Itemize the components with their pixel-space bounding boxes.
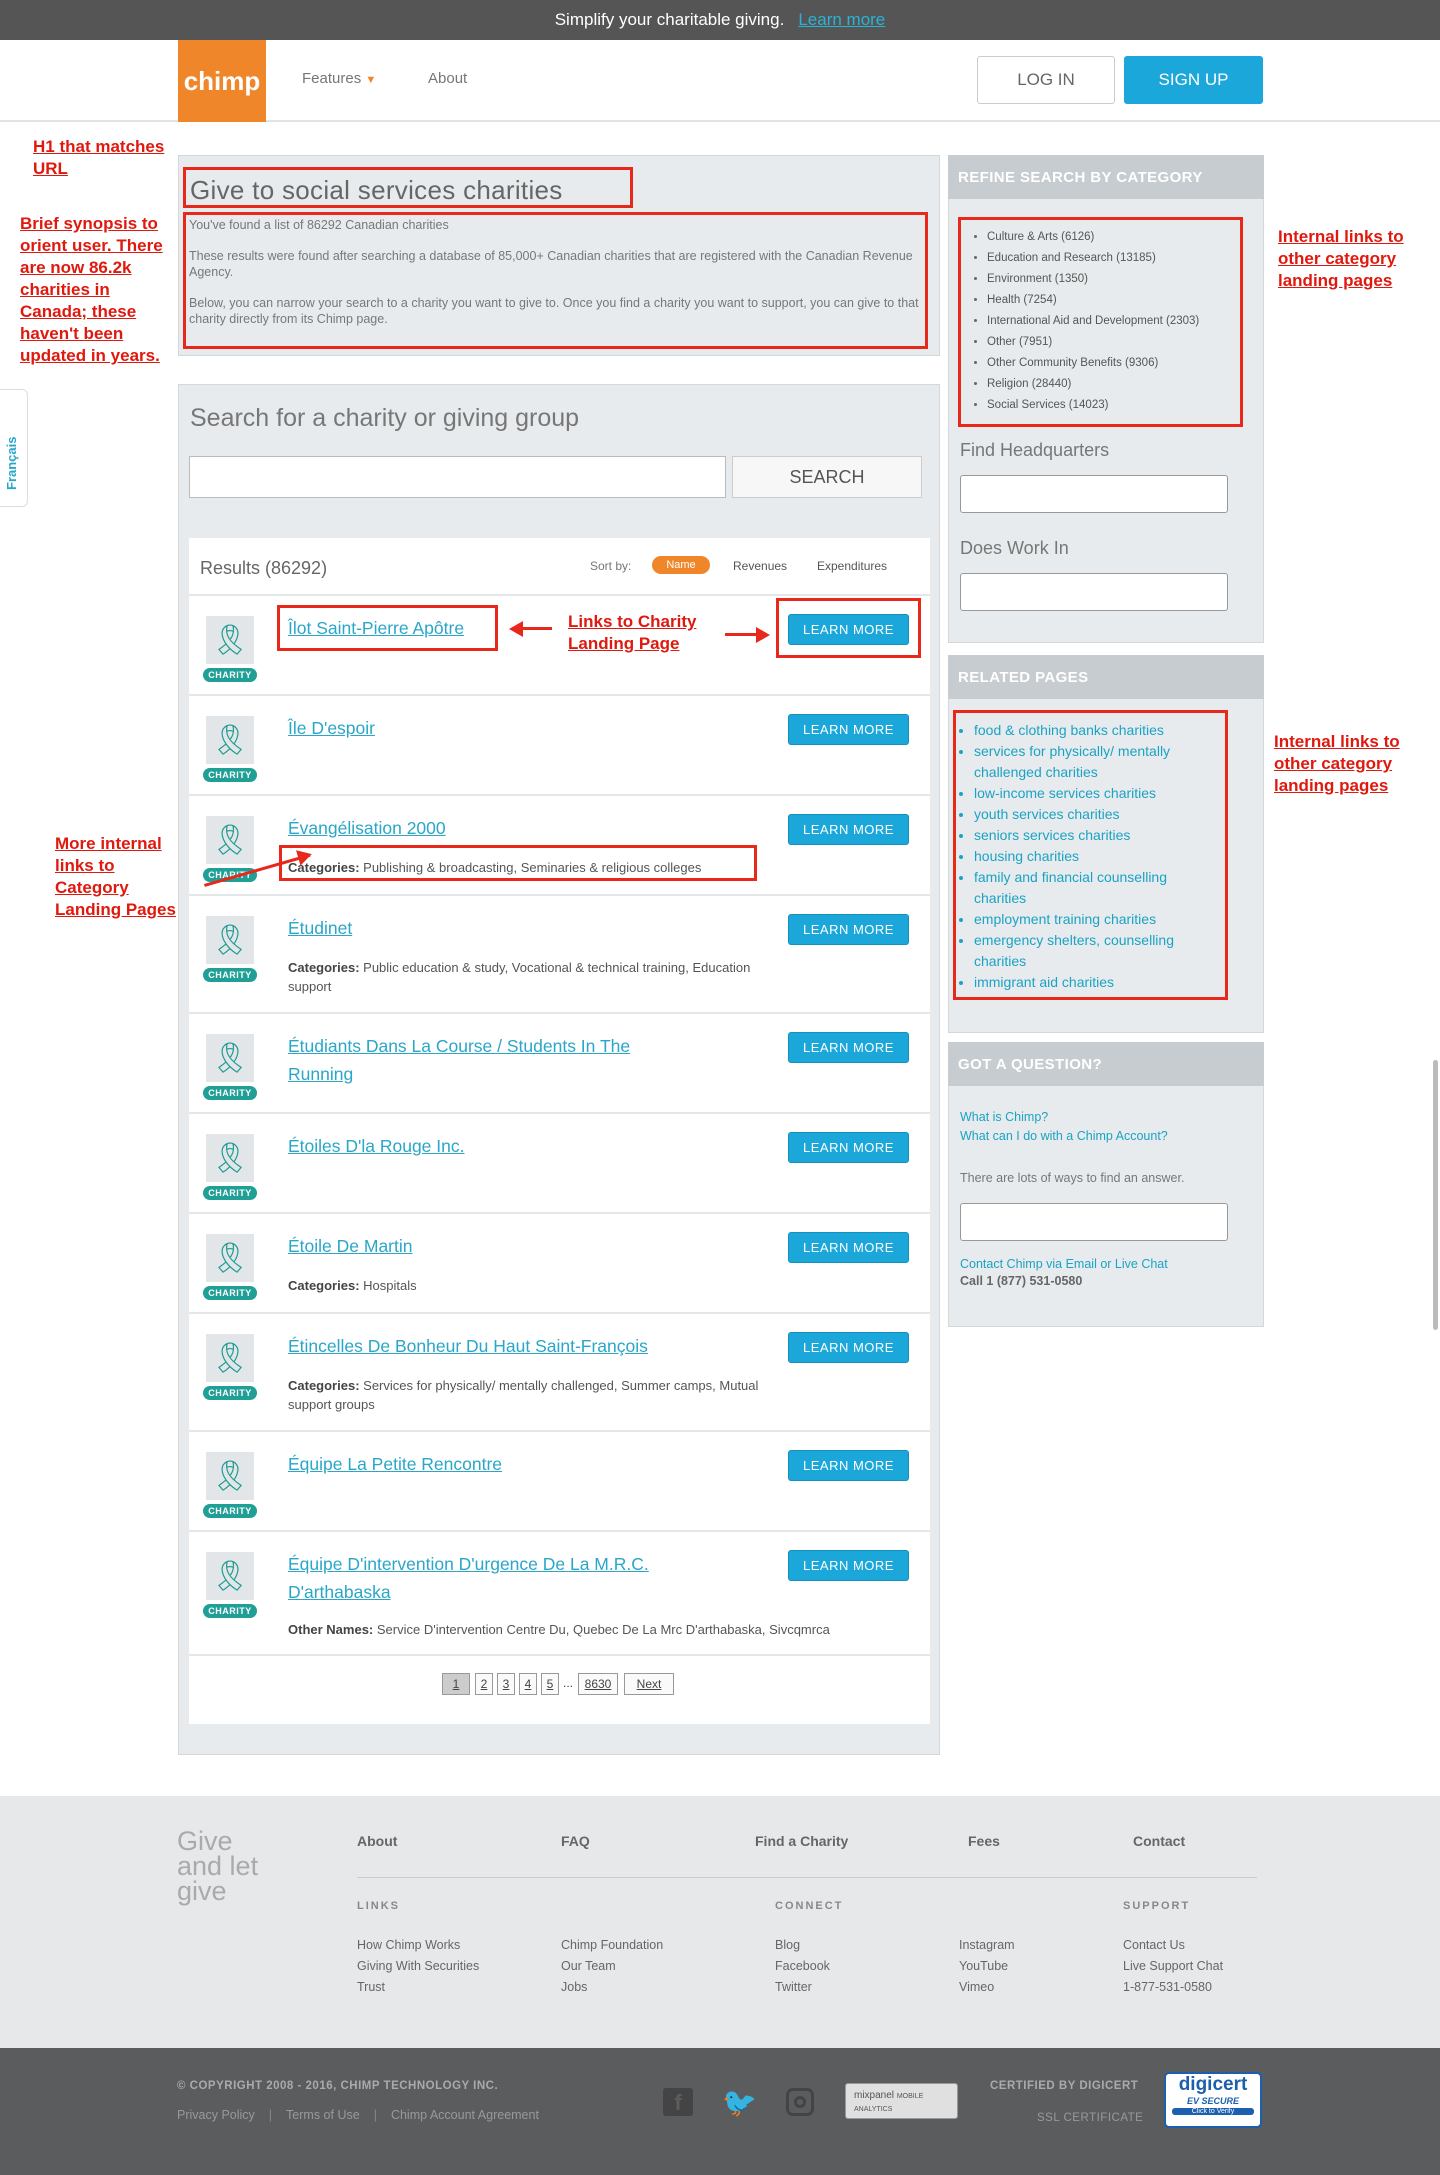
ribbon-icon: 🎗 <box>206 616 254 664</box>
list-item <box>974 825 1220 846</box>
row-divider <box>189 1430 930 1432</box>
list-item <box>974 720 1220 741</box>
sort-name-label: Name <box>666 559 696 571</box>
related-link[interactable]: services for physically/ mentally challenged charities <box>974 743 1171 780</box>
charity-link[interactable]: Étoile De Martin <box>288 1236 413 1256</box>
footer-about-link[interactable]: About <box>357 1833 398 1849</box>
category-link[interactable]: Summer camps, <box>621 1378 716 1393</box>
annotation-h1: H1 that matches URL <box>33 137 165 178</box>
category-link[interactable]: Education and Research (13185) <box>987 252 1156 264</box>
categories-label: Categories: <box>288 1378 360 1393</box>
footer-find-charity-link[interactable]: Find a Charity <box>755 1833 849 1849</box>
search-input[interactable] <box>189 456 726 498</box>
category-link[interactable]: Public education & study <box>363 960 505 975</box>
category-link[interactable]: International Aid and Development (2303) <box>987 315 1200 327</box>
footer-link[interactable]: Instagram <box>959 1938 1015 1952</box>
category-link[interactable]: Services for physically/ mentally challenged <box>363 1378 614 1393</box>
list-item <box>974 741 1220 783</box>
promo-text: Simplify your charitable giving. <box>554 10 785 29</box>
sort-label: Sort by: <box>590 559 632 573</box>
learn-more-button[interactable]: LEARN MORE <box>788 1232 909 1263</box>
annotation-more-internal: More internal links to Category Landing Pages <box>55 834 176 919</box>
page-ellipsis: ... <box>563 1676 574 1690</box>
annotation-synopsis: Brief synopsis to orient user. There are now 86.2k charities in Canada; these haven't been updated in years. <box>20 214 163 365</box>
footer-col-2 <box>561 1935 663 1998</box>
category-link[interactable]: Social Services (14023) <box>987 399 1109 411</box>
arrow-right-icon <box>725 633 758 636</box>
digicert-verify: Click to Verify <box>1172 2108 1254 2115</box>
charity-link[interactable]: Île D'espoir <box>288 718 375 738</box>
sort-expenditures-link[interactable]: Expenditures <box>817 559 888 573</box>
footer-col-5 <box>1123 1935 1223 1998</box>
category-link[interactable]: Hospitals <box>363 1278 417 1293</box>
list-item <box>987 248 1199 269</box>
footer-faq-link[interactable]: FAQ <box>561 1833 590 1849</box>
categories-label: Categories: <box>288 860 360 875</box>
signup-button[interactable]: SIGN UP <box>1124 56 1263 104</box>
footer-connect-heading: CONNECT <box>775 1900 844 1912</box>
category-link[interactable]: Education support <box>288 960 751 994</box>
account-agreement-link[interactable]: Chimp Account Agreement <box>390 2108 539 2122</box>
category-link[interactable]: Other (7951) <box>987 336 1053 348</box>
charity-link[interactable]: Étudinet <box>288 918 353 938</box>
ribbon-icon: 🎗 <box>206 1134 254 1182</box>
certified-text: CERTIFIED BY DIGICERT <box>990 2080 1139 2092</box>
footer-link[interactable]: Trust <box>357 1980 386 1994</box>
learn-more-button[interactable]: LEARN MORE <box>788 1450 909 1481</box>
ribbon-icon: 🎗 <box>206 1034 254 1082</box>
category-link[interactable]: Environment (1350) <box>987 273 1088 285</box>
scrollbar-thumb[interactable] <box>1433 1060 1438 1330</box>
footer-links-heading: LINKS <box>357 1900 400 1912</box>
ribbon-icon: 🎗 <box>206 716 254 764</box>
footer-link[interactable]: Giving With Securities <box>357 1959 480 1973</box>
charity-badge: CHARITY <box>203 968 257 982</box>
list-item <box>974 867 1220 909</box>
categories-label: Categories: <box>288 960 360 975</box>
row-divider <box>189 1654 930 1656</box>
refine-heading: REFINE SEARCH BY CATEGORY <box>948 155 1264 199</box>
footer-divider <box>357 1877 1257 1878</box>
list-item <box>974 972 1220 993</box>
tagline-line: give <box>177 1876 227 1906</box>
learn-more-button[interactable]: LEARN MORE <box>788 714 909 745</box>
list-item <box>974 783 1220 804</box>
list-item <box>987 311 1199 332</box>
digicert-label: digicert <box>1178 2074 1248 2095</box>
work-label: Does Work In <box>960 538 1069 558</box>
row-divider <box>189 1012 930 1014</box>
related-link[interactable]: immigrant aid charities <box>974 974 1115 990</box>
footer-about[interactable] <box>357 1833 397 1851</box>
copyright: © COPYRIGHT 2008 - 2016, CHIMP TECHNOLOGY INC. <box>177 2080 499 2092</box>
chimp-account-link[interactable]: What can I do with a Chimp Account? <box>960 1129 1168 1143</box>
charity-link-line2[interactable]: Running <box>288 1064 354 1084</box>
footer-link[interactable]: Contact Us <box>1123 1938 1185 1952</box>
footer-link[interactable]: Live Support Chat <box>1123 1959 1224 1973</box>
digicert-ev: EV SECURE <box>1186 2096 1239 2106</box>
charity-link[interactable]: Étincelles De Bonheur Du Haut Saint-François <box>288 1336 648 1356</box>
charity-link[interactable]: Équipe D'intervention D'urgence De La M.R.C. <box>288 1554 649 1574</box>
categories-line: Categories: Services for physically/ mentally challenged, Summer camps, Mutual support groups <box>288 1378 759 1412</box>
question-input[interactable] <box>960 1203 1228 1241</box>
footer-link[interactable]: Blog <box>775 1938 801 1952</box>
category-link[interactable]: Vocational & technical training, <box>511 960 689 975</box>
category-link[interactable]: Other Community Benefits (9306) <box>987 357 1159 369</box>
list-item <box>987 395 1199 416</box>
learn-more-button[interactable]: LEARN MORE <box>788 1550 909 1581</box>
ribbon-icon: 🎗 <box>206 1552 254 1600</box>
list-item <box>974 804 1220 825</box>
row-divider <box>189 1212 930 1214</box>
mixpanel-label: mixpanel <box>854 2090 895 2101</box>
related-link[interactable]: housing charities <box>974 848 1080 864</box>
language-tab[interactable] <box>0 389 28 507</box>
hq-label: Find Headquarters <box>960 440 1110 460</box>
intro-narrow: Below, you can narrow your search to a charity you want to give to. Once you find a charity you want to support, you can give to that charity directly from its Chimp page. <box>189 296 919 326</box>
related-link[interactable]: low-income services charities <box>974 785 1157 801</box>
search-title: Search for a charity or giving group <box>190 404 580 432</box>
charity-link[interactable]: Évangélisation 2000 <box>288 818 446 838</box>
footer-link[interactable]: How Chimp Works <box>357 1938 461 1952</box>
sort-revenues-link[interactable]: Revenues <box>733 559 788 573</box>
learn-more-button[interactable]: LEARN MORE <box>788 1132 909 1163</box>
charity-badge: CHARITY <box>203 1504 257 1518</box>
footer-link[interactable]: Jobs <box>561 1980 588 1994</box>
list-item <box>987 290 1199 311</box>
list-item <box>974 909 1220 930</box>
nav-about[interactable]: About <box>428 70 468 87</box>
category-list <box>960 227 1199 416</box>
charity-link[interactable]: Étudiants Dans La Course / Students In The <box>288 1036 631 1056</box>
ribbon-icon: 🎗 <box>206 816 254 864</box>
footer-col-1 <box>357 1935 479 1998</box>
ribbon-icon: 🎗 <box>206 916 254 964</box>
categories-line <box>288 1276 417 1295</box>
page-5[interactable]: 5 <box>541 1673 559 1695</box>
login-button[interactable]: LOG IN <box>977 56 1115 104</box>
language-tab-label: Français <box>4 436 19 490</box>
list-item <box>987 227 1199 248</box>
footer-col-4 <box>959 1935 1015 1998</box>
footer-contact-link[interactable]: Contact <box>1133 1833 1186 1849</box>
categories-line: Categories: Public education & study, Vocational & technical training, Education support <box>288 960 751 994</box>
promo-bar <box>0 0 1440 40</box>
ribbon-icon: 🎗 <box>206 1334 254 1382</box>
footer-fees[interactable] <box>968 1833 1000 1851</box>
row-divider <box>189 1530 930 1532</box>
footer-link[interactable]: Twitter <box>775 1980 812 1994</box>
learn-more-button[interactable]: LEARN MORE <box>788 1032 909 1063</box>
footer-link[interactable]: Our Team <box>561 1959 616 1973</box>
row-divider <box>189 1112 930 1114</box>
footer-support-heading: SUPPORT <box>1123 1900 1191 1912</box>
ssl-text: SSL CERTIFICATE <box>1037 2112 1144 2124</box>
footer-link[interactable]: Vimeo <box>959 1980 995 1994</box>
footer-link[interactable]: Facebook <box>775 1959 830 1973</box>
category-link[interactable]: Mutual support groups <box>288 1378 759 1412</box>
results-count: Results (86292) <box>200 558 328 578</box>
sort-name-button[interactable] <box>652 556 710 574</box>
charity-link[interactable]: Étoiles D'la Rouge Inc. <box>288 1136 465 1156</box>
what-is-chimp-link[interactable]: What is Chimp? <box>960 1110 1049 1124</box>
related-link[interactable]: seniors services charities <box>974 827 1131 843</box>
list-item <box>974 846 1220 867</box>
footer-find-charity[interactable] <box>755 1833 848 1851</box>
charity-badge: CHARITY <box>203 1286 257 1300</box>
related-link[interactable]: employment training charities <box>974 911 1157 927</box>
footer-link[interactable]: Chimp Foundation <box>561 1938 664 1952</box>
tagline-line: and let <box>177 1851 259 1881</box>
annotation-links-charity: Links to Charity Landing Page <box>568 612 697 653</box>
row-divider <box>189 1312 930 1314</box>
related-list <box>960 720 1220 993</box>
page-3[interactable]: 3 <box>497 1673 515 1695</box>
list-item <box>987 374 1199 395</box>
list-item <box>987 332 1199 353</box>
footer-tagline <box>177 1826 259 1906</box>
row-divider <box>189 594 930 596</box>
categories-label: Categories: <box>288 1278 360 1293</box>
charity-badge: CHARITY <box>203 1186 257 1200</box>
annotation-internal-links-1: Internal links to other category landing pages <box>1278 227 1404 290</box>
contact-chimp-link[interactable]: Contact Chimp via Email or Live Chat <box>960 1257 1168 1271</box>
related-link[interactable]: family and financial counselling charities <box>974 869 1167 906</box>
page-last[interactable]: 8630 <box>578 1673 618 1695</box>
arrow-head-icon <box>756 627 770 643</box>
mixpanel-badge[interactable] <box>845 2083 958 2119</box>
charity-badge: CHARITY <box>203 868 257 882</box>
category-link[interactable]: Culture & Arts (6126) <box>987 231 1095 243</box>
list-item <box>987 353 1199 374</box>
row-divider <box>189 794 930 796</box>
arrow-head-icon <box>509 621 523 637</box>
charity-badge: CHARITY <box>203 1086 257 1100</box>
related-link[interactable]: food & clothing banks charities <box>974 722 1164 738</box>
learn-more-button[interactable]: LEARN MORE <box>788 1332 909 1363</box>
search-button[interactable]: SEARCH <box>732 456 922 498</box>
charity-badge: CHARITY <box>203 1386 257 1400</box>
charity-badge: CHARITY <box>203 768 257 782</box>
privacy-link[interactable]: Privacy Policy <box>177 2108 255 2122</box>
footer-fees-link[interactable]: Fees <box>968 1833 1000 1849</box>
list-item <box>987 269 1199 290</box>
nav-features-label: Features <box>302 70 362 87</box>
learn-more-button[interactable]: LEARN MORE <box>788 914 909 945</box>
footer-link[interactable]: YouTube <box>959 1959 1009 1973</box>
category-link[interactable]: Seminaries & religious colleges <box>520 860 702 875</box>
learn-more-button[interactable]: LEARN MORE <box>788 814 909 845</box>
related-link[interactable]: youth services charities <box>974 806 1120 822</box>
terms-link[interactable]: Terms of Use <box>286 2108 360 2122</box>
intro-database: These results were found after searching a database of 85,000+ Canadian charities that are registered with the Canadian Revenue Agency. <box>189 249 913 279</box>
mixpanel-sub: MOBILE ANALYTICS <box>854 2093 924 2113</box>
annotation-internal-links-2: Internal links to other category landing pages <box>1274 732 1400 795</box>
page-4[interactable]: 4 <box>519 1673 537 1695</box>
digicert-seal[interactable] <box>1164 2072 1262 2128</box>
question-heading: GOT A QUESTION? <box>948 1042 1264 1086</box>
chevron-down-icon: ▼ <box>365 74 377 86</box>
footer-col-3 <box>775 1935 830 1998</box>
tagline-line: Give <box>177 1826 233 1856</box>
related-link[interactable]: emergency shelters, counselling charities <box>974 932 1174 969</box>
learn-more-link[interactable]: Learn more <box>798 10 886 29</box>
charity-link[interactable]: Îlot Saint-Pierre Apôtre <box>288 618 465 638</box>
related-heading: RELATED PAGES <box>948 655 1264 699</box>
legal-links: Privacy Policy | Terms of Use | Chimp Account Agreement <box>177 2108 539 2122</box>
question-text: There are lots of ways to find an answer. <box>960 1171 1185 1185</box>
work-input[interactable] <box>960 573 1228 611</box>
page-1[interactable]: 1 <box>442 1673 470 1695</box>
page-next[interactable]: Next <box>624 1673 674 1695</box>
learn-more-button[interactable]: LEARN MORE <box>788 614 909 645</box>
charity-badge: CHARITY <box>203 668 257 682</box>
twitter-icon[interactable]: 🐦 <box>722 2087 757 2118</box>
charity-link-line2[interactable]: D'arthabaska <box>288 1582 391 1602</box>
category-link[interactable]: Publishing & broadcasting <box>363 860 514 875</box>
page-2[interactable]: 2 <box>475 1673 493 1695</box>
nav-features[interactable] <box>302 70 376 87</box>
instagram-icon[interactable] <box>786 2088 814 2116</box>
footer-faq[interactable] <box>561 1833 590 1851</box>
other-names-value: Service D'intervention Centre Du, Quebec De La Mrc D'arthabaska, Sivcqmrca <box>376 1622 830 1637</box>
charity-badge: CHARITY <box>203 1604 257 1618</box>
chimp-logo[interactable]: chimp <box>178 40 266 122</box>
row-divider <box>189 894 930 896</box>
other-names-line <box>288 1620 908 1639</box>
call-number: Call 1 (877) 531-0580 <box>960 1274 1083 1288</box>
category-link[interactable]: Health (7254) <box>987 294 1057 306</box>
hq-input[interactable] <box>960 475 1228 513</box>
row-divider <box>189 694 930 696</box>
page-title: Give to social services charities <box>190 175 563 205</box>
category-link[interactable]: Religion (28440) <box>987 378 1072 390</box>
other-names-label: Other Names: <box>288 1622 374 1637</box>
charity-link[interactable]: Équipe La Petite Rencontre <box>288 1454 503 1474</box>
ribbon-icon: 🎗 <box>206 1234 254 1282</box>
ribbon-icon: 🎗 <box>206 1452 254 1500</box>
categories-line: Categories: Publishing & broadcasting, Seminaries & religious colleges <box>288 860 702 875</box>
footer-contact[interactable] <box>1133 1833 1185 1851</box>
list-item <box>974 930 1220 972</box>
intro-count: You've found a list of 86292 Canadian charities <box>189 218 449 232</box>
facebook-icon[interactable]: f <box>663 2088 693 2116</box>
footer-link[interactable]: 1-877-531-0580 <box>1123 1980 1212 1994</box>
